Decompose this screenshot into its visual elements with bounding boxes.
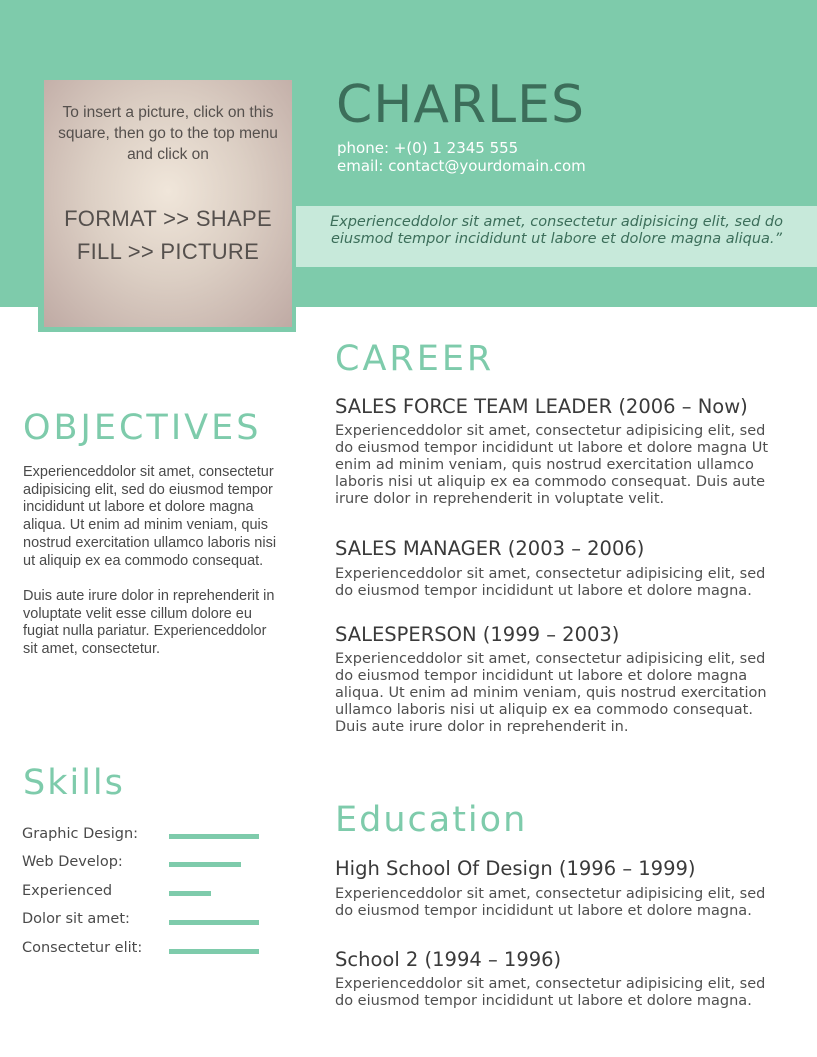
photo-placeholder[interactable] [44, 80, 292, 327]
quote-text: Experienceddolor sit amet, consectetur adipisicing elit, sed do eiusmod tempor incididunt ut labore et dolore magna aliqua.” [329, 214, 784, 247]
skill-label-web-develop: Web Develop: [22, 854, 123, 870]
objectives-paragraph-2: Duis aute irure dolor in reprehenderit in voluptate velit esse cillum dolore eu fugiat nulla pariatur. Experienceddolor sit amet, consectetur. [23, 587, 275, 658]
resume-name: CHARLES [336, 75, 585, 135]
objectives-paragraph-1: Experienceddolor sit amet, consectetur adipisicing elit, sed do eiusmod tempor incididunt ut labore et dolore magna aliqua. Ut enim ad minim veniam, quis nostrud exercitation ullamco laboris nisi ut aliquip ex ea commodo consequat. [23, 464, 277, 569]
contact-email: email: contact@yourdomain.com [337, 157, 586, 175]
job-description-3: Experienceddolor sit amet, consectetur adipisicing elit, sed do eiusmod tempor incididunt ut labore et dolore magna aliqua. Ut enim ad minim veniam, quis nostrud exercitation ullamco laboris nisi ut aliquip ex ea commodo consequat. Duis aute irure dolor in reprehenderit in. [335, 651, 767, 735]
education-heading: Education [335, 800, 528, 840]
job-title-1: SALES FORCE TEAM LEADER (2006 – Now) [335, 395, 748, 418]
school-description-2: Experienceddolor sit amet, consectetur adipisicing elit, sed do eiusmod tempor incididunt ut labore et dolore magna. [335, 976, 766, 1009]
photo-hint-text: To insert a picture, click on this square, then go to the top menu and click on [58, 104, 278, 163]
skill-label-graphic-design: Graphic Design: [22, 826, 139, 842]
job-description-2: Experienceddolor sit amet, consectetur adipisicing elit, sed do eiusmod tempor incididunt ut labore et dolore magna. [335, 566, 766, 599]
objectives-text [23, 464, 281, 676]
skill-label-dolor: Dolor sit amet: [22, 911, 130, 927]
job-description-1: Experienceddolor sit amet, consectetur adipisicing elit, sed do eiusmod tempor incididunt ut labore et dolore magna Ut enim ad minim veniam, quis nostrud exercitation ullamco laboris nisi ut aliquip ex ea commodo consequat. Duis aute irure dolor in reprehenderit in voluptate velit. [335, 423, 769, 507]
skill-bar-experienced [169, 891, 211, 896]
career-heading: CAREER [335, 339, 495, 379]
school-title-2: School 2 (1994 – 1996) [335, 948, 562, 971]
skills-heading: Skills [23, 763, 125, 803]
quote-box [296, 206, 817, 267]
objectives-heading: OBJECTIVES [23, 408, 262, 448]
school-title-1: High School Of Design (1996 – 1999) [335, 857, 696, 880]
skill-bar-consectetur [169, 949, 259, 954]
contact-phone: phone: +(0) 1 2345 555 [337, 139, 519, 157]
skill-bar-graphic-design [169, 834, 259, 839]
skill-label-experienced: Experienced [22, 883, 113, 899]
skill-bar-web-develop [169, 862, 241, 867]
skill-label-consectetur: Consectetur elit: [22, 940, 143, 956]
photo-steps-text: FORMAT >> SHAPE FILL >> PICTURE [64, 206, 272, 264]
school-description-1: Experienceddolor sit amet, consectetur adipisicing elit, sed do eiusmod tempor incididunt ut labore et dolore magna. [335, 886, 766, 919]
job-title-3: SALESPERSON (1999 – 2003) [335, 623, 620, 646]
skill-bar-dolor [169, 920, 259, 925]
job-title-2: SALES MANAGER (2003 – 2006) [335, 537, 645, 560]
